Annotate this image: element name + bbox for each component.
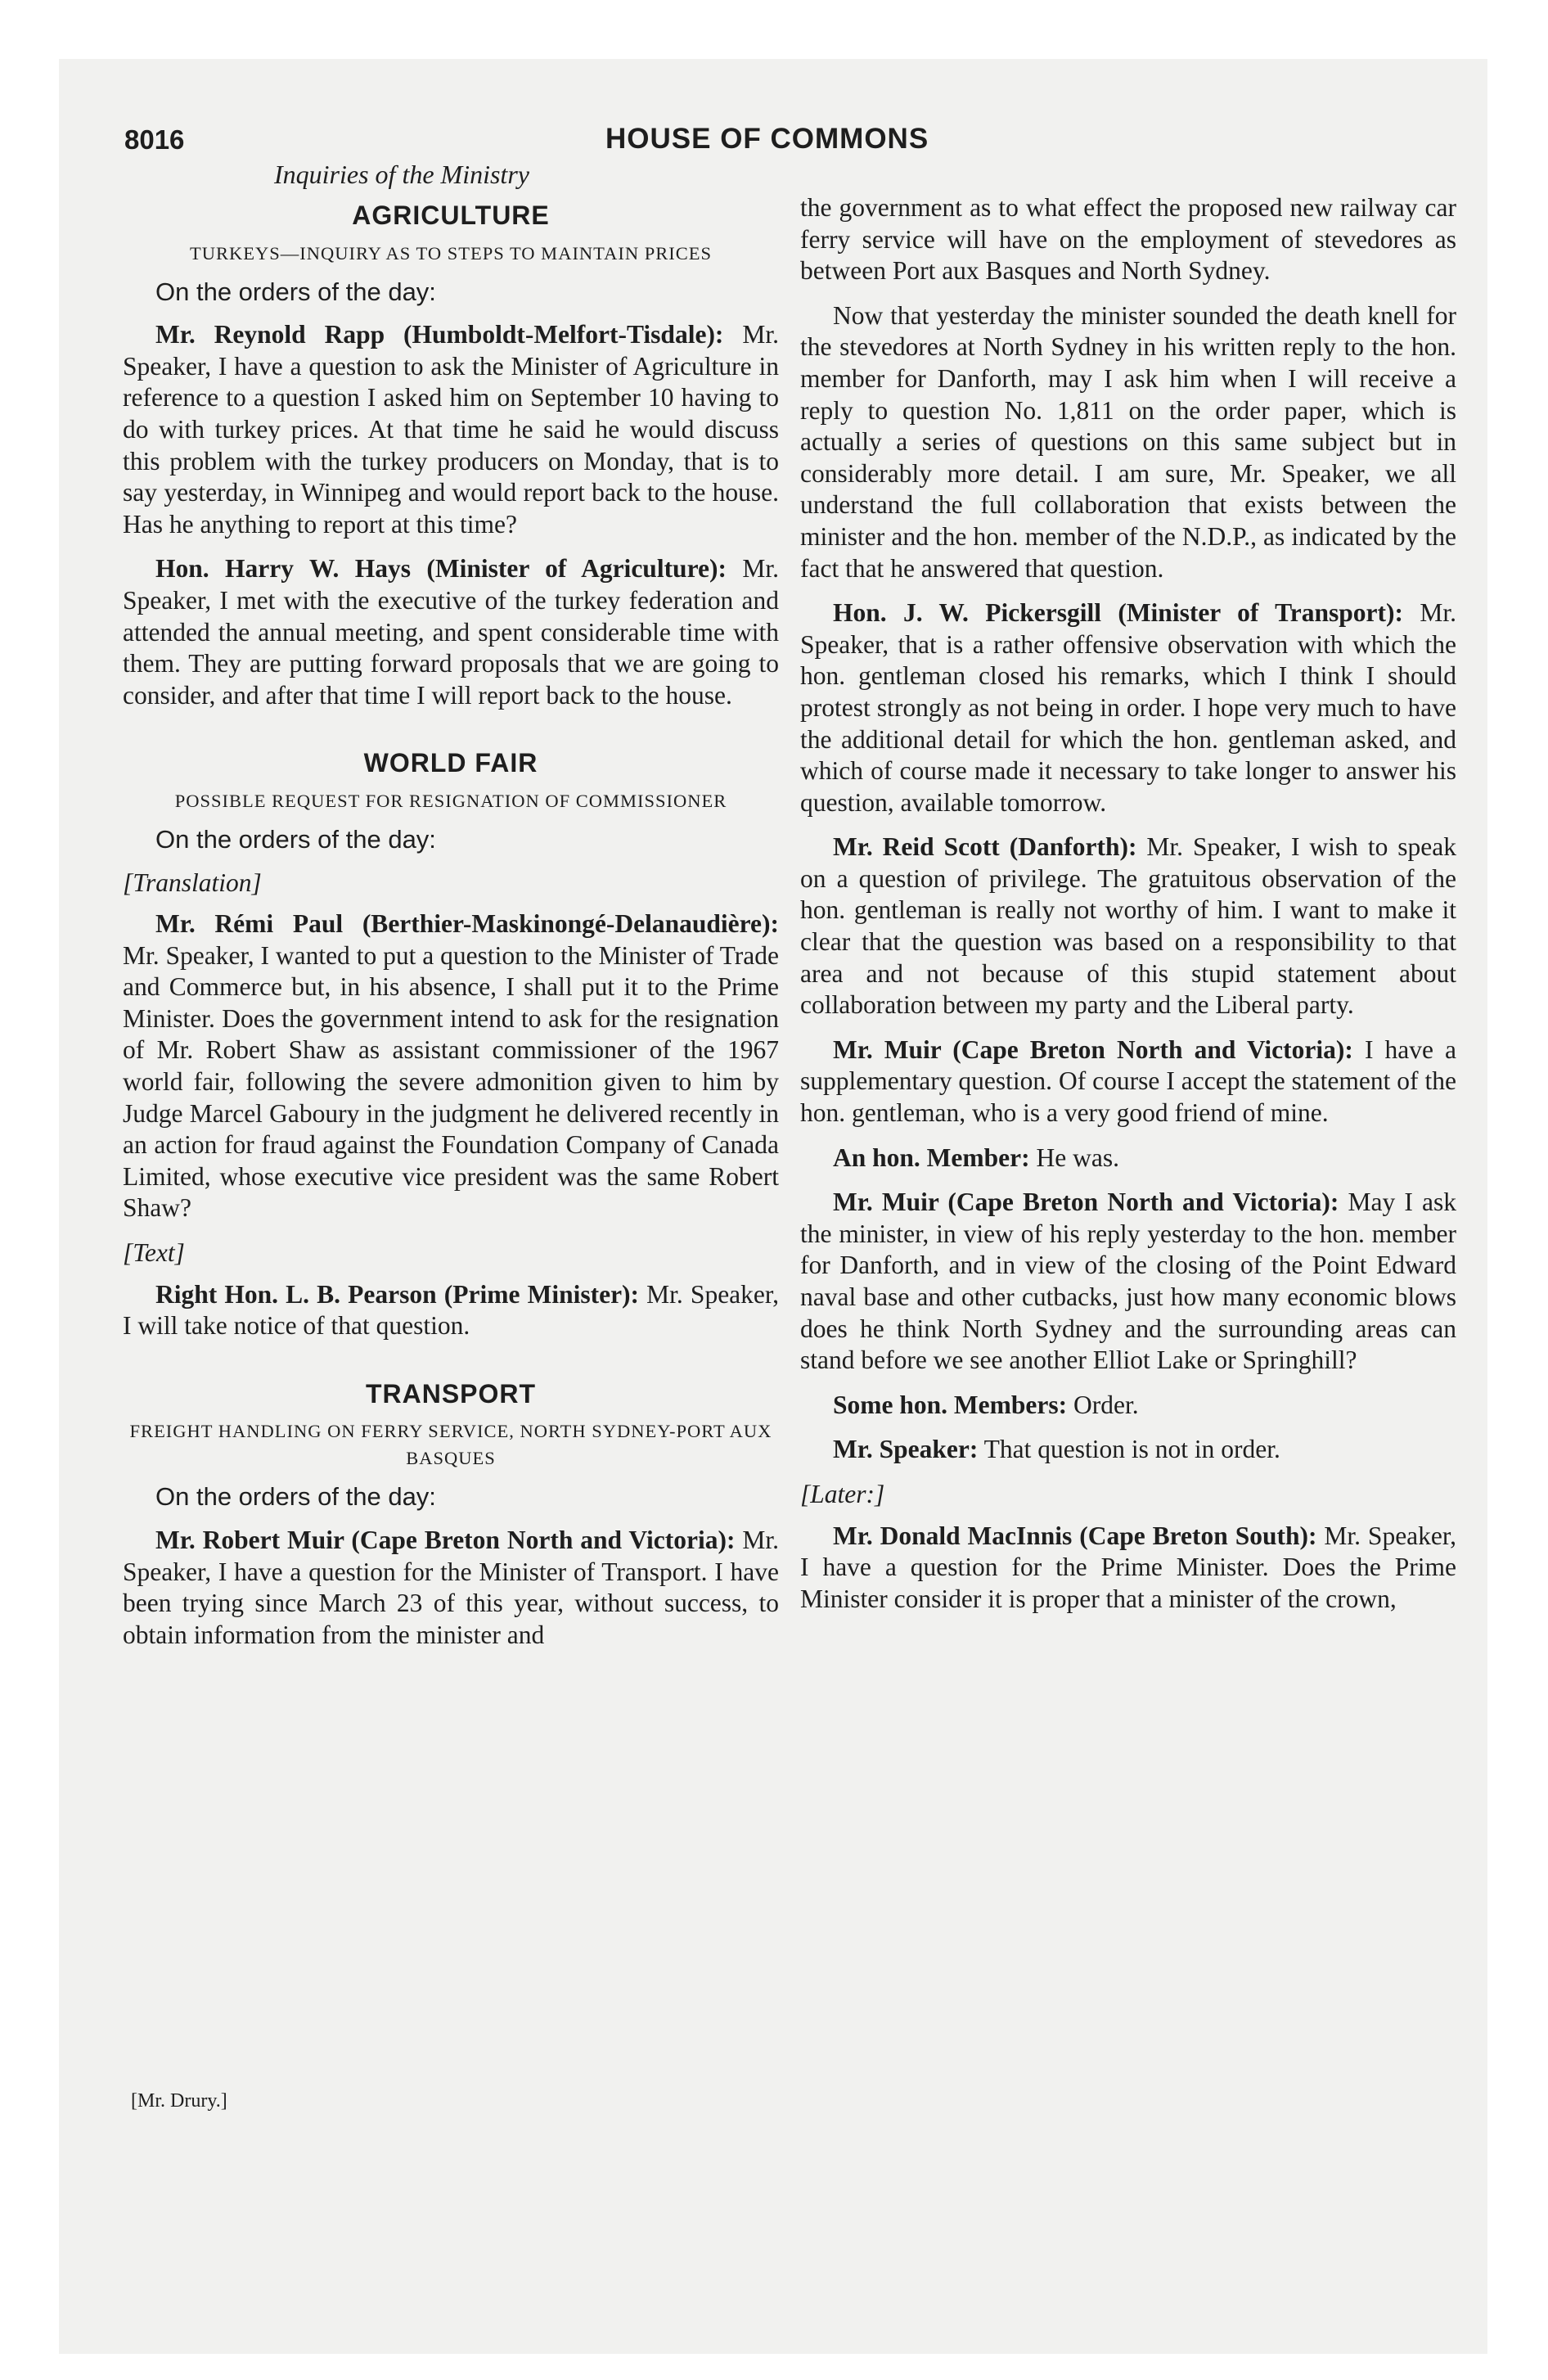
speaker-name: An hon. Member: [833,1143,1030,1172]
speech-paul [123,908,779,1224]
inquiries-heading: Inquiries of the Ministry [274,160,529,189]
speech-text: May I ask the minister, in view of his reply yesterday to the hon. member for Danforth, and in view of the closing of the Point Edward naval base and other cutbacks, just how many economic blows does he think North Sydney and the surrounding areas can stand before we see another Elliot Lake or Springhill? [800,1188,1456,1375]
speaker-name: Mr. Reid Scott (Danforth): [833,832,1137,862]
right-column [800,192,1456,1628]
speech-text: Mr. Speaker, I met with the executive of the turkey federation and attended the annual meeting, and spent considerable time with them. They are putting forward proposals that we are going to consider, and after that time I will report back to the house. [123,554,779,710]
speaker-name: Mr. Donald MacInnis (Cape Breton South): [833,1521,1317,1550]
speech-members-order [800,1390,1456,1422]
speaker-name: Hon. J. W. Pickersgill (Minister of Transport): [833,598,1403,628]
speech-text: Mr. Speaker, I have a question to ask the Minister of Agriculture in reference to a question I asked him on September 10 having to do with turkey prices. At that time he said he would discuss this problem with the turkey producers on Monday, that is to say yesterday, in Winnipeg and would report back to the house. Has he anything to report at this time? [123,320,779,539]
page-number: 8016 [124,124,185,155]
section-heading-world-fair: WORLD FAIR [363,748,538,778]
speech-text: That question is not in order. [978,1435,1280,1464]
speaker-name: Mr. Muir (Cape Breton North and Victoria): [833,1034,1353,1064]
speech-scott [800,832,1456,1021]
speech-muir-supplementary [800,1034,1456,1129]
speech-text: I have a supplementary question. Of course I accept the statement of the hon. gentleman, who is a very good friend of mine. [800,1034,1457,1128]
speaker-name: Mr. Speaker: [833,1435,979,1464]
speech-text: He was. [1029,1143,1119,1172]
orders-of-the-day: On the orders of the day: [155,824,436,854]
speaker-name: Mr. Rémi Paul (Berthier-Maskinongé-Delanaudière): [155,909,779,939]
text-tag: [Text] [123,1238,185,1268]
speech-text: Mr. Speaker, I wish to speak on a question of privilege. The gratuitous observation of the hon. gentleman is really not worthy of him. I want to make it clear that the question was based on a responsibility to that area and not because of this stupid statement about collaboration between my party and the Liberal party. [800,832,1456,1020]
subheading-resignation: POSSIBLE REQUEST FOR RESIGNATION OF COMMISSIONER [174,790,727,811]
speech-text: Order. [1067,1390,1139,1419]
translation-tag: [Translation] [123,868,262,897]
section-heading-transport: TRANSPORT [365,1378,537,1409]
orders-of-the-day: On the orders of the day: [155,277,436,306]
speech-muir [123,1525,779,1651]
speech-paragraph: Now that yesterday the minister sounded the death knell for the stevedores at North Sydney in his written reply to the hon. member for Danforth, may I ask him when I will receive a reply to question No. 1,811 on the order paper, which is actually a series of questions on this same subject but in considerably more detail. I am sure, Mr. Speaker, we all understand the full collaboration that exists between the minister and the hon. member of the N.D.P., as indicated by the fact that he answered that question. [800,300,1456,583]
speaker-name: Right Hon. L. B. Pearson (Prime Minister): [155,1279,640,1309]
speech-pearson [123,1279,779,1342]
speaker-name: Mr. Robert Muir (Cape Breton North and Victoria): [155,1526,736,1554]
speaker-name: Hon. Harry W. Hays (Minister of Agriculture): [155,554,727,584]
speech-speaker [800,1434,1456,1466]
left-column [123,200,779,1664]
speech-rapp [123,319,779,540]
speech-hays [123,553,779,711]
speech-macinnis [800,1521,1456,1616]
section-heading-agriculture: AGRICULTURE [352,201,550,230]
subheading-turkeys: TURKEYS—INQUIRY AS TO STEPS TO MAINTAIN PRICES [189,242,713,264]
footer-note: [Mr. Drury.] [131,2090,227,2112]
speech-continued: the government as to what effect the proposed new railway car ferry service will have on the employment of stevedores as between Port aux Basques and North Sydney. [800,193,1456,286]
speech-text: Mr. Speaker, I have a question for the Minister of Transport. I have been trying since March 23 of this year, without success, to obtain information from the minister and [123,1526,779,1649]
page-header-title: HOUSE OF COMMONS [605,123,929,155]
orders-of-the-day: On the orders of the day: [155,1482,436,1512]
speaker-name: Some hon. Members: [833,1390,1068,1419]
speaker-name: Mr. Reynold Rapp (Humboldt-Melfort-Tisdale): [155,320,724,349]
later-tag: [Later:] [800,1479,885,1508]
speech-muir-question [800,1187,1456,1377]
speaker-name: Mr. Muir (Cape Breton North and Victoria): [833,1188,1339,1217]
subheading-freight: FREIGHT HANDLING ON FERRY SERVICE, NORTH SYDNEY-PORT AUX BASQUES [129,1421,772,1469]
speech-text: Mr. Speaker, I will take notice of that question. [123,1279,779,1341]
speech-text: Mr. Speaker, that is a rather offensive observation with which the hon. gentleman closed his remarks, which I think I should protest strongly as not being in order. I hope very much to have the additional detail for which the hon. gentleman asked, and which of course made it necessary to take longer to answer his question, available tomorrow. [800,598,1456,817]
speech-text: Mr. Speaker, I have a question for the Prime Minister. Does the Prime Minister consider it is proper that a minister of the crown, [800,1521,1457,1613]
speech-hon-member [800,1143,1456,1174]
speech-pickersgill [800,597,1456,818]
speech-text: Mr. Speaker, I wanted to put a question to the Minister of Trade and Commerce but, in his absence, I shall put it to the Prime Minister. Does the government intend to ask for the resignation of Mr. Robert Shaw as assistant commissioner of the 1967 world fair, following the severe admonition given to him by Judge Marcel Gaboury in the judgment he delivered recently in an action for fraud against the Foundation Company of Canada Limited, whose executive vice president was the same Robert Shaw? [123,940,779,1223]
